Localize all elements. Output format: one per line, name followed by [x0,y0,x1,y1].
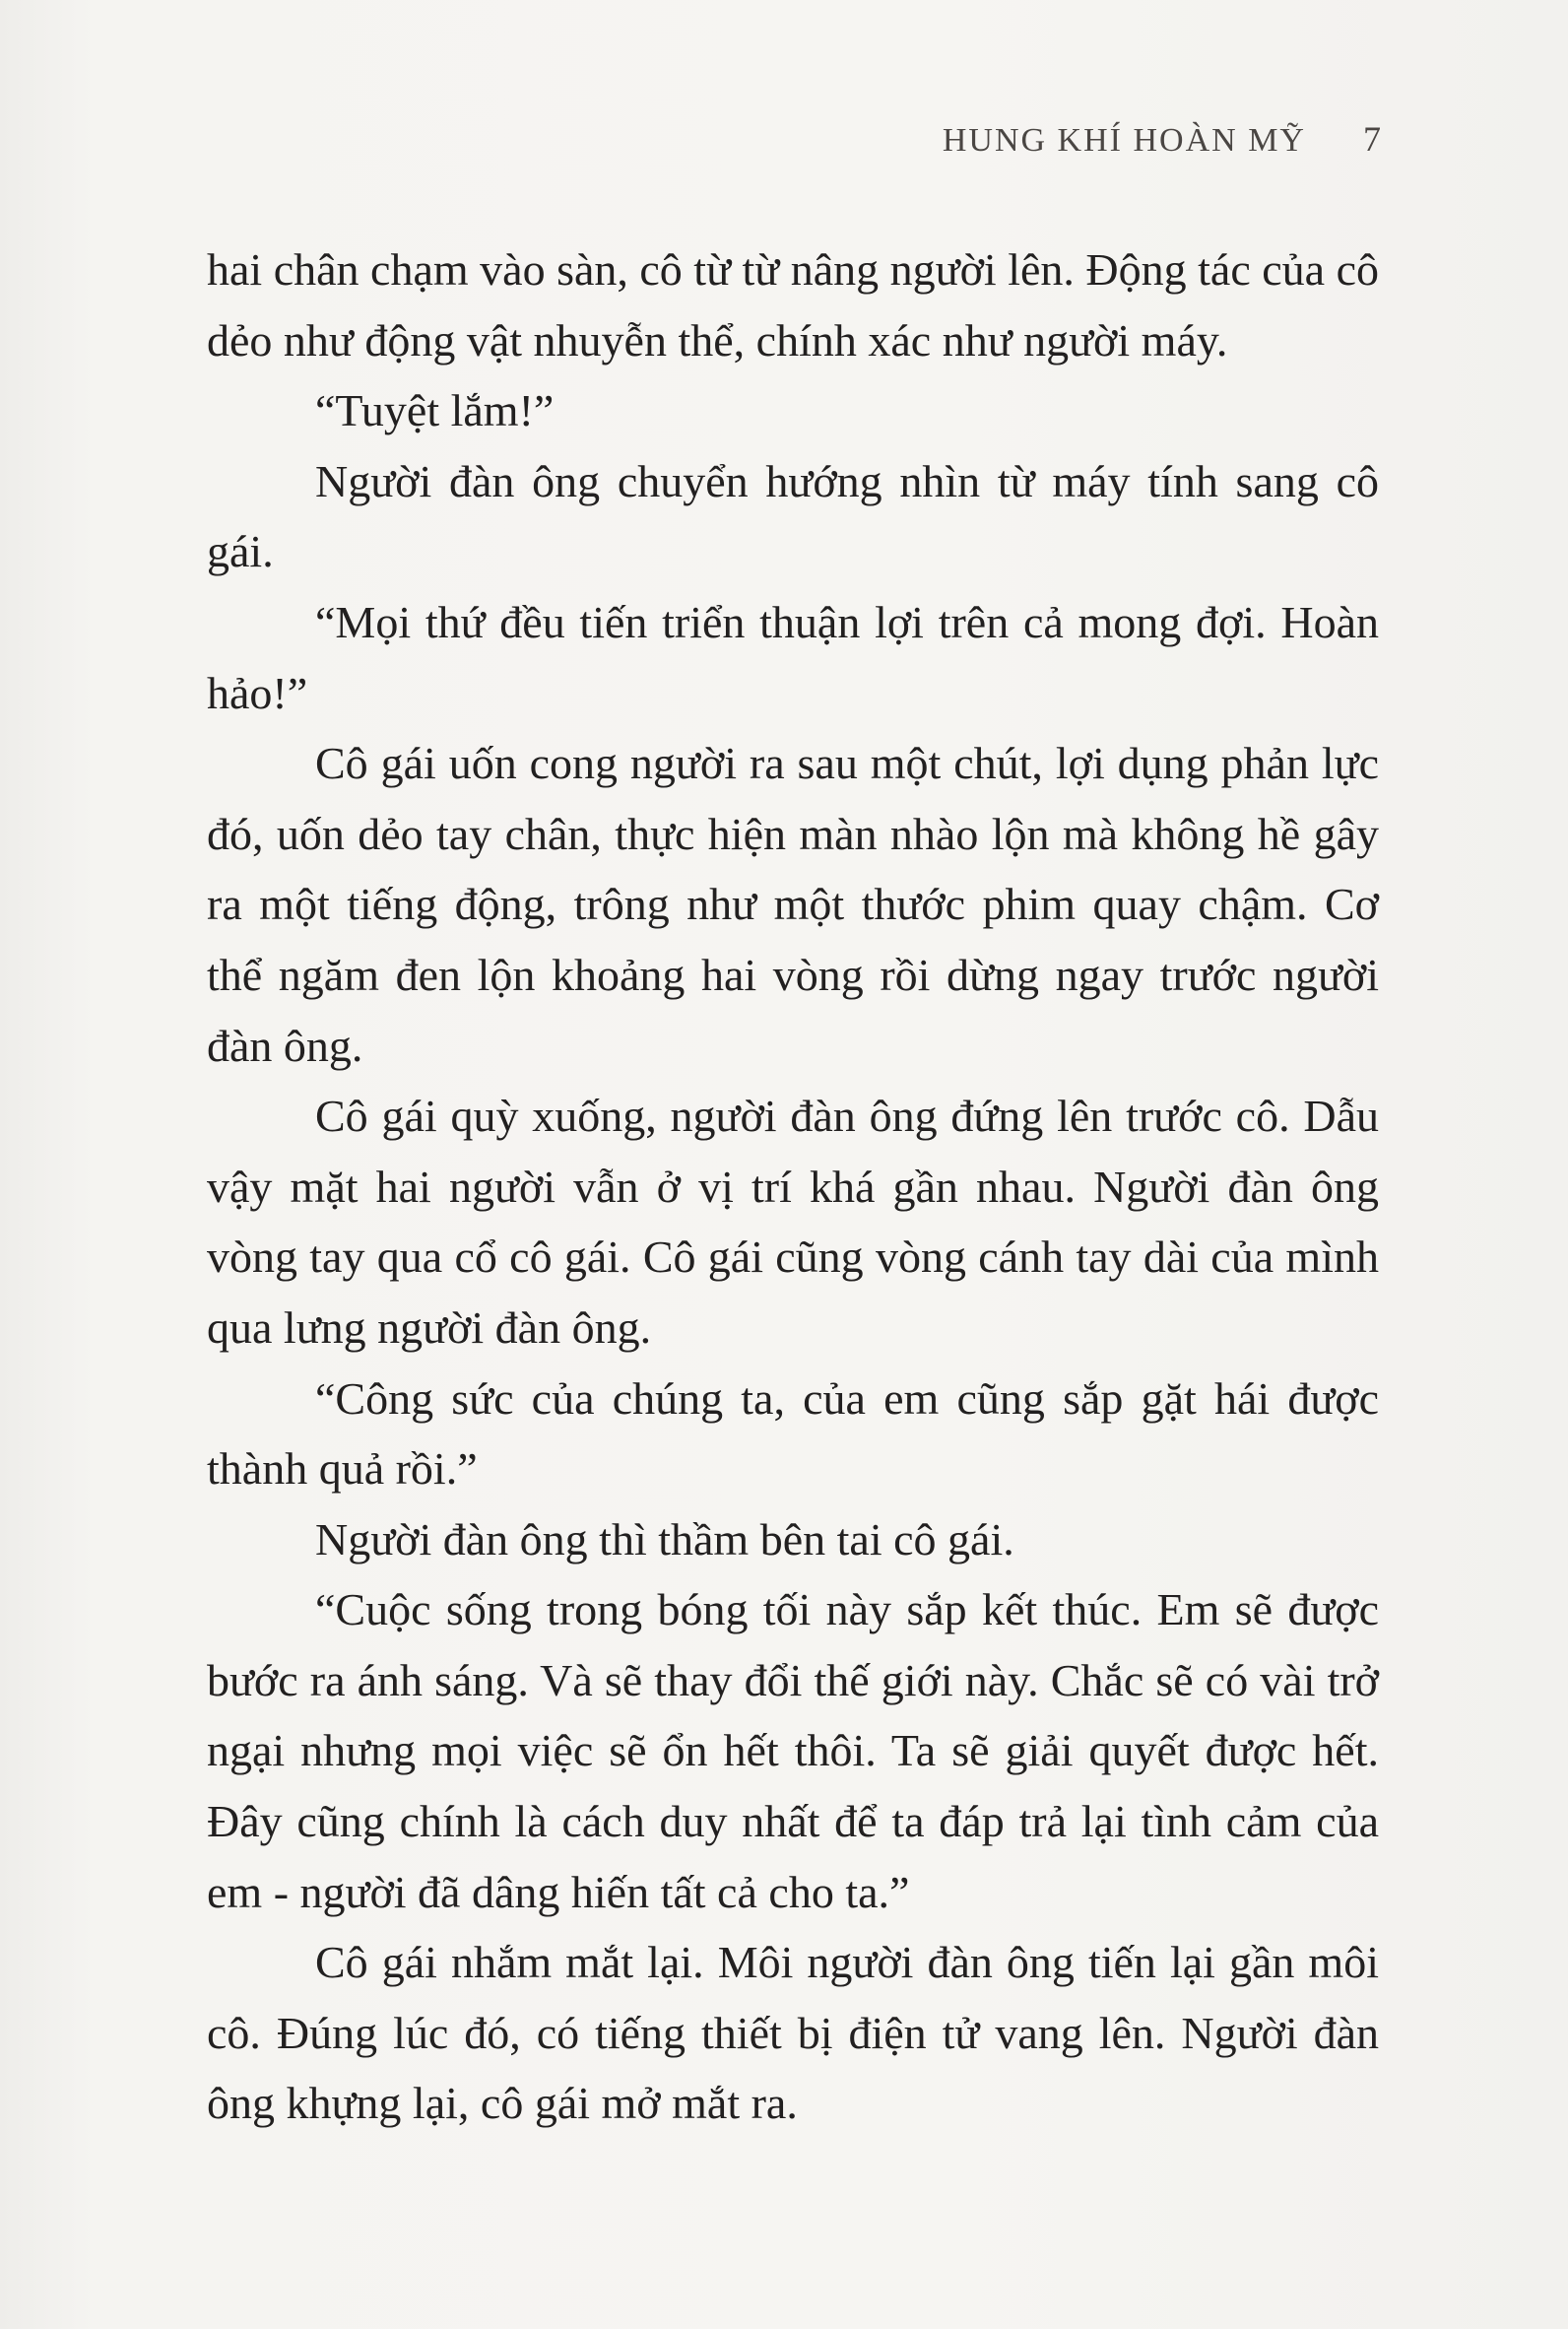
paragraph: hai chân chạm vào sàn, cô từ từ nâng người lên. Động tác của cô dẻo như động vật nhuyễn thể, chính xác như người máy. [207,244,1379,366]
paragraph: Cô gái uốn cong người ra sau một chút, lợi dụng phản lực đó, uốn dẻo tay chân, thực hiện màn nhào lộn mà không hề gây ra một tiếng động, trông như một thước phim quay chậm. Cơ thể ngăm đen lộn khoảng hai vòng rồi dừng ngay trước người đàn ông. [207,738,1379,1071]
body-text [207,234,1379,2139]
paragraph: Cô gái quỳ xuống, người đàn ông đứng lên trước cô. Dẫu vậy mặt hai người vẫn ở vị trí khá gần nhau. Người đàn ông vòng tay qua cổ cô gái. Cô gái cũng vòng cánh tay dài của mình qua lưng người đàn ông. [207,1091,1379,1353]
paragraph: Cô gái nhắm mắt lại. Môi người đàn ông tiến lại gần môi cô. Đúng lúc đó, có tiếng thiết bị điện tử vang lên. Người đàn ông khựng lại, cô gái mở mắt ra. [207,1937,1379,2129]
paragraph: “Mọi thứ đều tiến triển thuận lợi trên cả mong đợi. Hoàn hảo!” [207,596,1379,718]
page-number: 7 [1363,119,1381,159]
page-header [943,118,1381,160]
paragraph: Người đàn ông chuyển hướng nhìn từ máy tính sang cô gái. [207,455,1379,577]
paragraph: Người đàn ông thì thầm bên tai cô gái. [315,1513,1014,1564]
paragraph: “Công sức của chúng ta, của em cũng sắp gặt hái được thành quả rồi.” [207,1372,1379,1495]
paragraph: “Cuộc sống trong bóng tối này sắp kết thúc. Em sẽ được bước ra ánh sáng. Và sẽ thay đổi thế giới này. Chắc sẽ có vài trở ngại nhưng mọi việc sẽ ổn hết thôi. Ta sẽ giải quyết được hết. Đây cũng chính là cách duy nhất để ta đáp trả lại tình cảm của em - người đã dâng hiến tất cả cho ta.” [207,1584,1379,1917]
paragraph: “Tuyệt lắm!” [315,385,555,436]
running-title: HUNG KHÍ HOÀN MỸ [942,122,1306,159]
